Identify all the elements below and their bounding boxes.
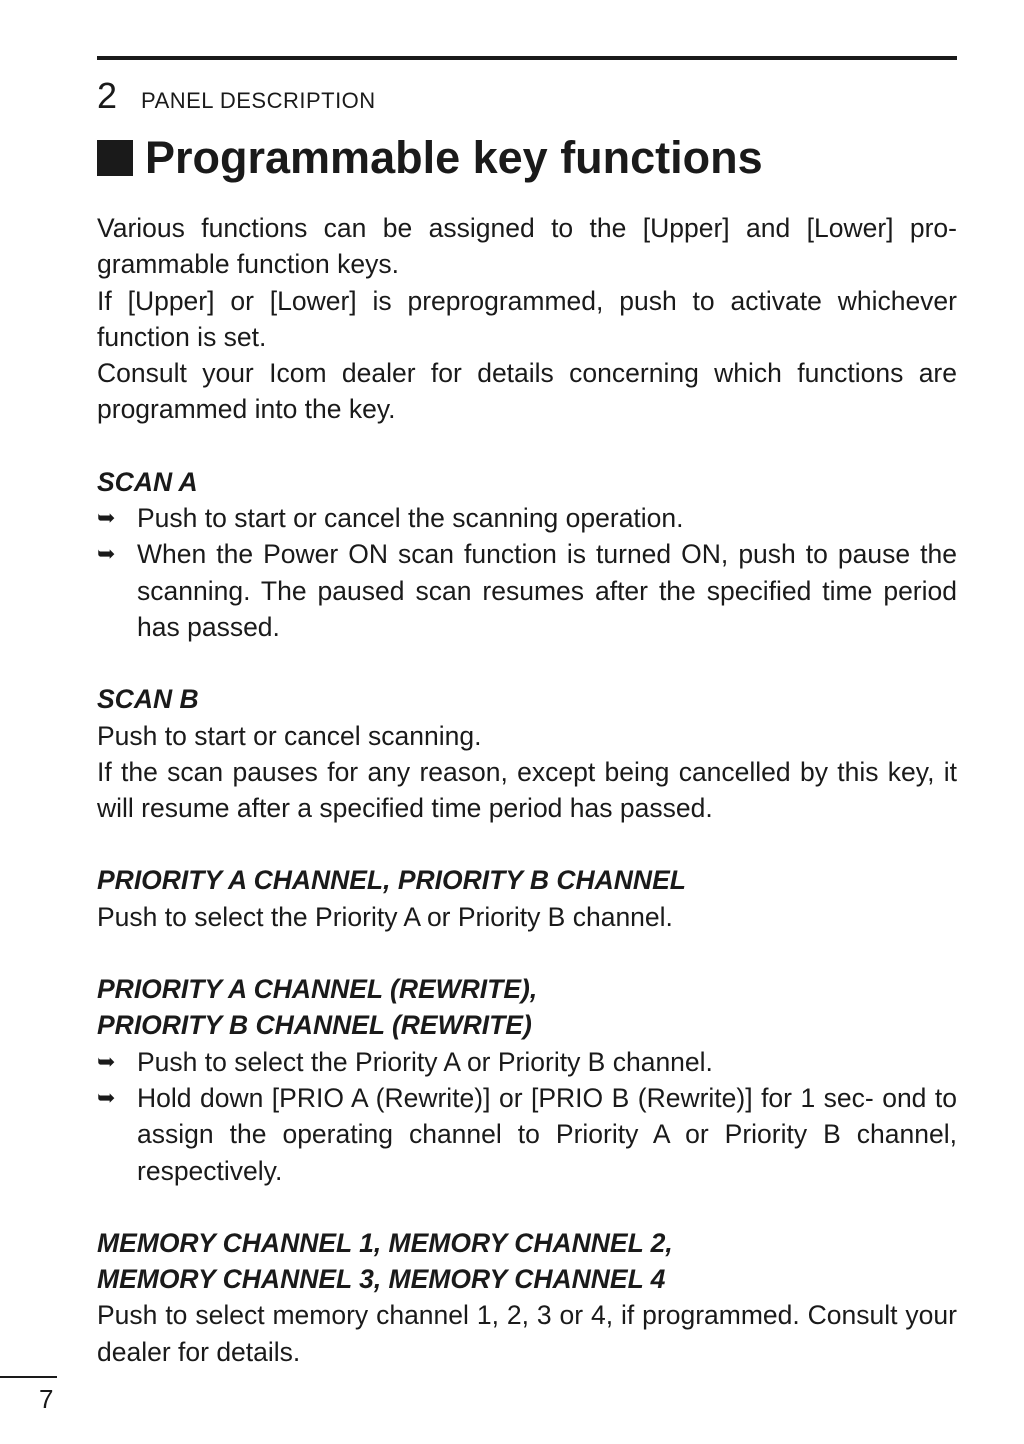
- scan-b-line-2: If the scan pauses for any reason, except being cancelled by this key, it will resume after a specified time period has passed.: [97, 756, 957, 824]
- scan-a-bullet-2-text: When the Power ON scan function is turned ON, push to pause the scanning. The paused scan resumes after the specified time period has passed.: [137, 539, 957, 642]
- arrow-bullet-icon: ➥: [97, 1084, 116, 1110]
- scan-b-heading: SCAN B: [97, 684, 199, 715]
- intro-paragraph-3: Consult your Icom dealer for details concerning which functions are programmed into the key.: [97, 358, 957, 425]
- memory-text: Push to select memory channel 1, 2, 3 or 4, if programmed. Consult your dealer for details.: [97, 1300, 957, 1367]
- arrow-bullet-icon: ➥: [97, 1048, 116, 1074]
- intro-paragraph-2: If [Upper] or [Lower] is preprogrammed, push to activate whichever function is set.: [97, 285, 957, 352]
- memory-heading-2: MEMORY CHANNEL 3, MEMORY CHANNEL 4: [97, 1264, 666, 1295]
- scan-a-heading: SCAN A: [97, 466, 198, 497]
- priority-rewrite-heading-1: PRIORITY A CHANNEL (REWRITE),: [97, 974, 538, 1005]
- section-heading: [97, 128, 763, 188]
- priority-rewrite-bullet-2-text: Hold down [PRIO A (Rewrite)] or [PRIO B (Rewrite)] for 1 sec- ond to assign the operating channel to Priority A or Priority B channel, respectively.: [137, 1082, 957, 1186]
- arrow-bullet-icon: ➥: [97, 541, 116, 567]
- square-bullet-icon: [97, 140, 133, 176]
- scan-a-bullet-1: [97, 500, 957, 536]
- spacer: [97, 645, 957, 681]
- footer-rule: [0, 1376, 57, 1378]
- page-content: [97, 210, 957, 1370]
- priority-rewrite-bullet-1-text: Push to select the Priority A or Priority B channel.: [137, 1046, 713, 1077]
- memory-heading-1: MEMORY CHANNEL 1, MEMORY CHANNEL 2,: [97, 1227, 673, 1258]
- chapter-header: [97, 76, 376, 121]
- spacer: [97, 826, 957, 862]
- intro-paragraph-1: Various functions can be assigned to the [Upper] and [Lower] pro- grammable function keys.: [97, 213, 957, 280]
- scan-a-bullet-2: [97, 536, 957, 645]
- header-rule: [97, 56, 957, 60]
- priority-rewrite-heading-2: PRIORITY B CHANNEL (REWRITE): [97, 1010, 532, 1041]
- arrow-bullet-icon: ➥: [97, 505, 116, 531]
- chapter-title: PANEL DESCRIPTION: [141, 88, 376, 113]
- spacer: [97, 1189, 957, 1225]
- page-number: 7: [39, 1384, 54, 1414]
- scan-a-bullet-1-text: Push to start or cancel the scanning operation.: [137, 503, 684, 534]
- priority-heading: PRIORITY A CHANNEL, PRIORITY B CHANNEL: [97, 865, 686, 896]
- spacer: [97, 935, 957, 971]
- priority-rewrite-bullet-1: [97, 1044, 957, 1080]
- priority-text: Push to select the Priority A or Priority B channel.: [97, 901, 673, 932]
- scan-b-line-1: Push to start or cancel scanning.: [97, 720, 482, 751]
- chapter-number: 2: [97, 75, 118, 116]
- spacer: [97, 428, 957, 464]
- priority-rewrite-bullet-2: [97, 1080, 957, 1189]
- section-title: Programmable key functions: [145, 132, 763, 183]
